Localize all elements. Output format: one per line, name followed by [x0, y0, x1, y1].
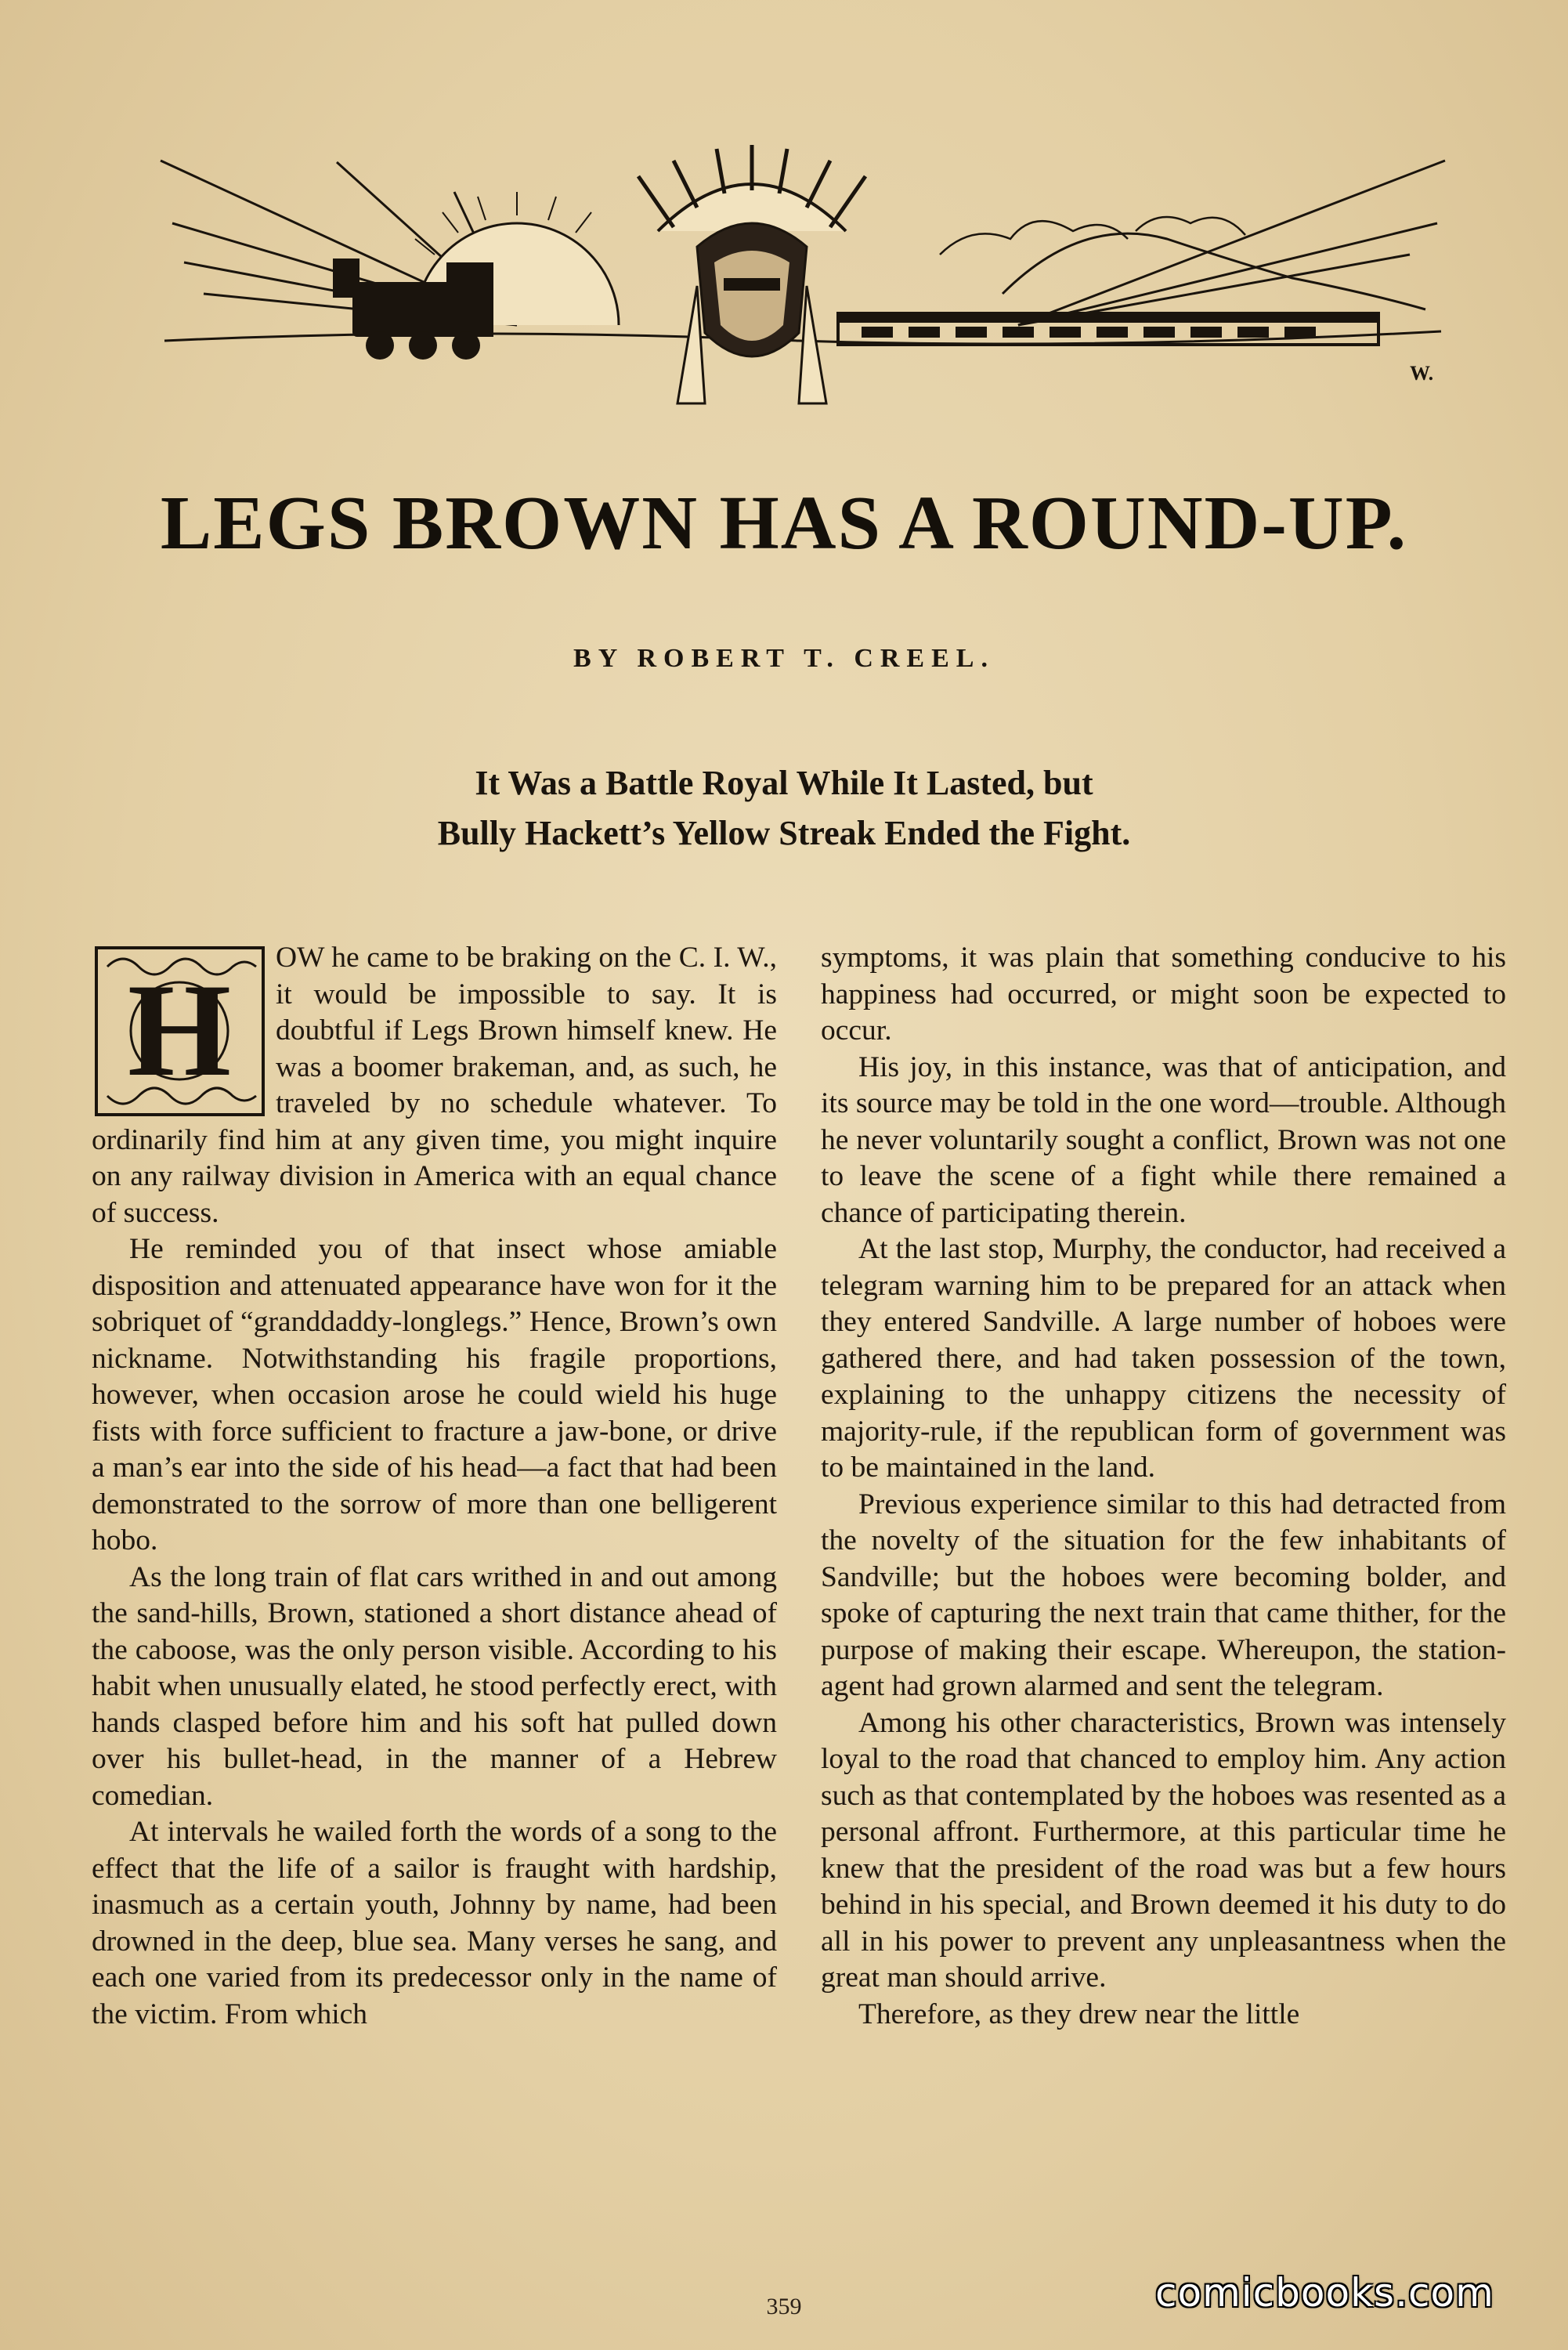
page-number: 359: [766, 2294, 802, 2319]
paragraph-1: [92, 940, 777, 1231]
left-column: [92, 940, 777, 2033]
subhead-line-1: It Was a Battle Royal While It Lasted, but: [475, 764, 1093, 802]
paragraph-4: At intervals he wailed forth the words of a song to the effect that the life of a sailor is fraught with hardship, inasmuch as a certain youth, Johnny by name, had been drowned in the deep, blue sea. Many verses he sang, and each one varied from its predecessor only in the name of the victim. From which: [92, 1816, 777, 2030]
paragraph-5: His joy, in this instance, was that of anticipation, and its source may be told in the one word—trouble. Although he never voluntarily sought a conflict, Brown was not one to leave the scene of a fight while there remained a chance of participating therein.: [821, 1050, 1506, 1229]
paragraph-9: Therefore, as they drew near the little: [858, 1998, 1300, 2030]
paragraph-8: Among his other characteristics, Brown was intensely loyal to the road that chanced to employ him. Any action such as that contemplated by the hoboes was resented as a personal affront. Furthermore, at this particular time he knew that the president of the road was but a few hours behind in his special, and Brown deemed it his duty to do all in his power to prevent any unpleasantness when the great man should arrive.: [821, 1706, 1506, 1994]
subhead-line-2: Bully Hackett’s Yellow Streak Ended the Fight.: [437, 814, 1131, 852]
right-column: [821, 940, 1506, 2033]
article-byline: BY ROBERT T. CREEL.: [573, 644, 995, 673]
ornamental-drop-cap-icon: [92, 943, 268, 1119]
headpiece-illustration: [157, 145, 1449, 411]
article-subhead: [0, 758, 1568, 859]
paragraph-3: As the long train of flat cars writhed in and out among the sand-hills, Brown, stationed a short distance ahead of the caboose, was the only person visible. According to his habit when unusually elated, he stood perfectly erect, with hands clasped before him and his soft hat pulled down over his bullet-head, in the manner of a Hebrew comedian.: [92, 1560, 777, 1812]
paragraph-1-text: OW he came to be braking on the C. I. W., it would be impossible to say. It is doubtful if Legs Brown himself knew. He was a boomer brakeman, and, as such, he traveled by no schedule whatever. To ordinarily find him at any given time, you might inquire on any railway division in America with an equal chance of success.: [92, 942, 777, 1229]
drop-cap-letter: H: [127, 956, 232, 1104]
paragraph-4-continued: symptoms, it was plain that something conducive to his happiness had occurred, or might soon be expected to occur.: [821, 942, 1506, 1047]
paragraph-6: At the last stop, Murphy, the conductor, had received a telegram warning him to be prepared for an attack when they entered Sandville. A large number of hoboes were gathered there, and had taken possession of the town, explaining to the unhappy citizens the necessity of majority-rule, if the republican form of government was to be maintained in the land.: [821, 1233, 1506, 1484]
article-title: LEGS BROWN HAS A ROUND-UP.: [160, 481, 1408, 566]
paragraph-7: Previous experience similar to this had detracted from the novelty of the situation for the few inhabitants of Sandville; but the hoboes were becoming bolder, and spoke of capturing the next train that came thither, for the purpose of making their escape. Whereupon, the station-agent had grown alarmed and sent the telegram.: [821, 1488, 1506, 1702]
watermark: comicbooks.com: [1155, 2270, 1494, 2316]
artist-monogram: W.: [1410, 362, 1434, 385]
paragraph-2: He reminded you of that insect whose amiable disposition and attenuated appearance have won for it the sobriquet of “granddaddy-longlegs.” Hence, Brown’s own nickname. Notwithstanding his fragile proportions, however, when occasion arose he could wield his huge fists with force sufficient to fracture a jaw-bone, or drive a man’s ear into the side of his head—a fact that had been demonstrated to the sorrow of more than one belligerent hobo.: [92, 1233, 777, 1556]
